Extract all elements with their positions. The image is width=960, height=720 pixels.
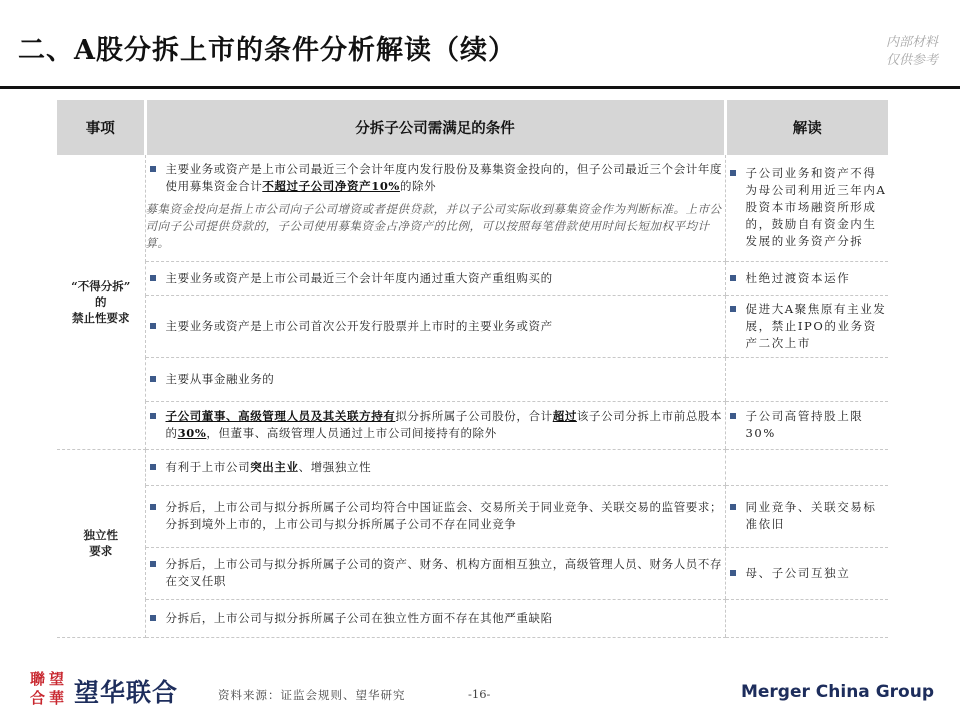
company-name: 望华联合 — [74, 678, 179, 707]
interpretation-cell — [725, 155, 888, 261]
bullet-square-icon — [730, 504, 736, 510]
interpretation-text: 促进大A聚焦原有主业发展，禁止IPO的业务资产二次上市 — [745, 301, 887, 350]
interpretation-text: 杜绝过渡资本运作 — [745, 270, 851, 285]
interpretation-text: 子公司高管持股上限30% — [745, 409, 864, 440]
condition-cell — [145, 155, 725, 261]
category-label-line: 禁止性要求 — [72, 310, 130, 325]
interpretation-cell — [725, 547, 888, 599]
bullet-square-icon — [730, 275, 736, 281]
condition-cell — [145, 485, 725, 547]
page-number: -16- — [468, 687, 491, 701]
condition-cell — [145, 547, 725, 599]
stamp-line-2: 仅供参考 — [885, 53, 938, 68]
page-title: 二、A股分拆上市的条件分析解读（续） — [18, 35, 516, 66]
condition-text: 分拆后，上市公司与拟分拆所属子公司的资产、财务、机构方面相互独立，高级管理人员、财务人员不存在交叉任职 — [165, 557, 723, 588]
internal-material-stamp — [886, 34, 938, 70]
bullet-square-icon — [150, 615, 156, 621]
bullet-square-icon — [730, 570, 736, 576]
table-row — [57, 485, 888, 547]
category-independence — [57, 449, 145, 637]
bullet-square-icon — [730, 170, 736, 176]
interpretation-cell — [725, 485, 888, 547]
interpretation-text: 同业竞争、关联交易标准依旧 — [745, 500, 877, 531]
bullet-square-icon — [150, 376, 156, 382]
condition-text: 主要业务或资产是上市公司首次公开发行股票并上市时的主要业务或资产 — [165, 318, 553, 333]
bullet-square-icon — [150, 413, 156, 419]
highlight-text: 突出主业 — [250, 459, 299, 474]
bullet-square-icon — [730, 306, 736, 312]
logo-char: 合 — [29, 689, 45, 707]
brand-name: Merger China Group — [740, 682, 934, 702]
logo-char: 望 — [48, 670, 64, 688]
bullet-square-icon — [730, 413, 736, 419]
bullet-square-icon — [150, 275, 156, 281]
table-row — [57, 401, 888, 449]
condition-text: 主要业务或资产是上市公司最近三个会计年度内发行股份及募集资金投向的，但子公司最近三个会计年度使用募集资金合计不超过子公司净资产10%的除外 — [165, 162, 723, 194]
interpretation-cell-empty — [725, 357, 888, 401]
table-row — [57, 547, 888, 599]
condition-text: 分拆后，上市公司与拟分拆所属子公司在独立性方面不存在其他严重缺陷 — [165, 610, 553, 625]
header-conditions: 分拆子公司需满足的条件 — [145, 100, 725, 155]
table-row — [57, 155, 888, 261]
interpretation-text: 子公司业务和资产不得为母公司利用近三年内A股资本市场融资所形成的，鼓励自有资金内生发展的业务资产分拆 — [745, 166, 887, 249]
condition-text: 分拆后，上市公司与拟分拆所属子公司均符合中国证监会、交易所关于同业竞争、关联交易的监管要求；分拆到境外上市的，上市公司与拟分拆所属子公司不存在同业竞争 — [165, 500, 723, 531]
bullet-square-icon — [150, 166, 156, 172]
table-row — [57, 357, 888, 401]
condition-text: 主要从事金融业务的 — [165, 371, 275, 386]
interpretation-cell-empty — [725, 449, 888, 485]
table-row — [57, 449, 888, 485]
condition-cell — [145, 599, 725, 637]
interpretation-text: 母、子公司互独立 — [745, 565, 851, 580]
condition-cell — [145, 401, 725, 449]
interpretation-cell — [725, 401, 888, 449]
logo-char: 華 — [48, 689, 64, 707]
condition-cell — [145, 261, 725, 295]
category-label-line: 要求 — [89, 544, 113, 558]
highlight-text: 不超过子公司净资产10% — [262, 179, 400, 194]
condition-note: 募集资金投向是指上市公司向子公司增资或者提供贷款，并以子公司实际收到募集资金作为判断标准。上市公司向子公司提供贷款的，子公司使用募集资金占净资产的比例，可以按照每笔借款使用时间长短加权平均计算。 — [145, 202, 722, 251]
table-row — [57, 599, 888, 637]
condition-text: 主要业务或资产是上市公司最近三个会计年度内通过重大资产重组购买的 — [165, 270, 553, 285]
title-divider — [0, 86, 960, 89]
category-prohibitive — [57, 155, 145, 449]
header-interpretation: 解读 — [725, 100, 888, 155]
condition-cell — [145, 357, 725, 401]
interpretation-cell — [725, 261, 888, 295]
company-logo-icon — [28, 670, 66, 708]
stamp-line-1: 内部材料 — [885, 35, 938, 50]
category-label-line: “不得分拆” — [71, 278, 131, 293]
table-row — [57, 261, 888, 295]
bullet-square-icon — [150, 561, 156, 567]
interpretation-cell-empty — [725, 599, 888, 637]
condition-cell — [145, 449, 725, 485]
condition-text: 子公司董事、高级管理人员及其关联方持有拟分拆所属子公司股份，合计超过该子公司分拆上市前总股本的30%，但董事、高级管理人员通过上市公司间接持有的除外 — [165, 409, 723, 440]
logo-char: 聯 — [29, 670, 45, 688]
table-row — [57, 295, 888, 357]
table-header-row — [57, 100, 888, 155]
source-note: 资料来源：证监会规则、望华研究 — [218, 688, 406, 702]
category-label-line: 独立性 — [83, 528, 118, 542]
bullet-square-icon — [150, 323, 156, 329]
category-label-line: 的 — [95, 294, 107, 309]
highlight-text: 30% — [177, 426, 207, 440]
bullet-square-icon — [150, 464, 156, 470]
header-item: 事项 — [57, 100, 145, 155]
conditions-table — [57, 100, 888, 638]
condition-cell — [145, 295, 725, 357]
highlight-text: 子公司董事、高级管理人员及其关联方持有 — [165, 409, 396, 423]
highlight-text: 超过 — [552, 409, 577, 423]
condition-text: 有利于上市公司突出主业、增强独立性 — [165, 459, 372, 474]
interpretation-cell — [725, 295, 888, 357]
bullet-square-icon — [150, 504, 156, 510]
